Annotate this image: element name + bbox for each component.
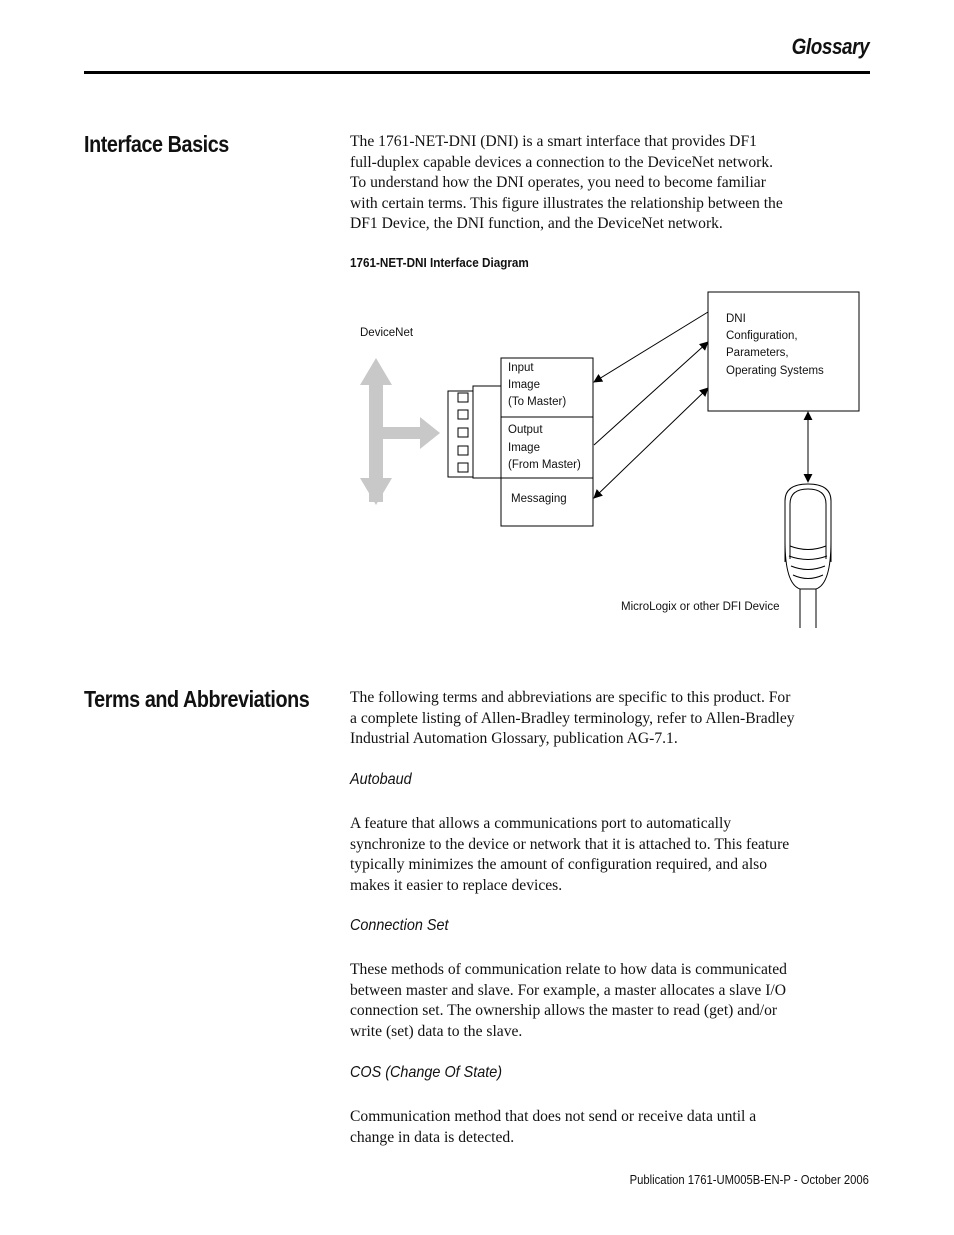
- arrow-messaging-dni: [594, 388, 708, 498]
- definition-line: between master and slave. For example, a master allocates a slave I/O: [350, 981, 787, 999]
- definition-line: Communication method that does not send or receive data until a: [350, 1108, 757, 1125]
- paragraph-line: To understand how the DNI operates, you need to become familiar: [350, 174, 766, 191]
- term-connection-set: Connection Set: [350, 917, 449, 934]
- definition-connection-set: [350, 960, 870, 1042]
- df1-device-connector-icon: [785, 484, 831, 628]
- definition-line: connection set. The ownership allows the master to read (get) and/or: [350, 1002, 778, 1019]
- messaging-label: Messaging: [511, 493, 567, 505]
- paragraph-line: The following terms and abbreviations are specific to this product. For: [350, 689, 791, 706]
- terms-heading: Terms and Abbreviations: [84, 686, 310, 712]
- publication-footer: Publication 1761-UM005B-EN-P - October 2006: [629, 1173, 869, 1187]
- paragraph-line: with certain terms. This figure illustrates the relationship between the: [350, 194, 783, 212]
- interface-basics-heading: Interface Basics: [84, 131, 229, 157]
- term-autobaud: Autobaud: [350, 771, 412, 788]
- definition-cos: [350, 1107, 870, 1148]
- interface-diagram: [340, 285, 880, 635]
- definition-autobaud: [350, 814, 870, 896]
- definition-line: A feature that allows a communications port to automatically: [350, 815, 732, 832]
- definition-line: change in data is detected.: [350, 1128, 515, 1146]
- input-image-label: Input Image (To Master): [508, 362, 567, 408]
- definition-line: makes it easier to replace devices.: [350, 876, 563, 894]
- paragraph-line: Industrial Automation Glossary, publication AG-7.1.: [350, 730, 678, 747]
- paragraph-line: full-duplex capable devices a connection to the DeviceNet network.: [350, 153, 774, 171]
- devicenet-label: DeviceNet: [360, 327, 414, 339]
- definition-line: These methods of communication relate to how data is communicated: [350, 961, 787, 978]
- output-image-label: Output Image (From Master): [508, 424, 581, 471]
- connector-block: [448, 386, 501, 478]
- terms-intro-paragraph: [350, 688, 870, 750]
- paragraph-line: a complete listing of Allen-Bradley terminology, refer to Allen-Bradley: [350, 709, 795, 727]
- device-label: MicroLogix or other DFI Device: [621, 601, 780, 613]
- arrow-dni-to-input: [594, 312, 708, 382]
- chapter-title: Glossary: [791, 34, 869, 59]
- dni-box-label: DNI Configuration, Parameters, Operating Systems: [726, 313, 824, 377]
- definition-line: write (set) data to the slave.: [350, 1022, 523, 1040]
- paragraph-line: The 1761-NET-DNI (DNI) is a smart interface that provides DF1: [350, 133, 757, 150]
- header-rule: [84, 71, 870, 74]
- figure-title: 1761-NET-DNI Interface Diagram: [350, 255, 529, 270]
- interface-basics-paragraph: [350, 132, 870, 235]
- devicenet-bus-arrow: [360, 358, 440, 505]
- arrow-output-to-dni: [594, 342, 708, 445]
- paragraph-line: DF1 Device, the DNI function, and the DeviceNet network.: [350, 215, 723, 232]
- definition-line: synchronize to the device or network that it is attached to. This feature: [350, 835, 790, 853]
- term-cos: COS (Change Of State): [350, 1064, 503, 1081]
- definition-line: typically minimizes the amount of configuration required, and also: [350, 856, 768, 873]
